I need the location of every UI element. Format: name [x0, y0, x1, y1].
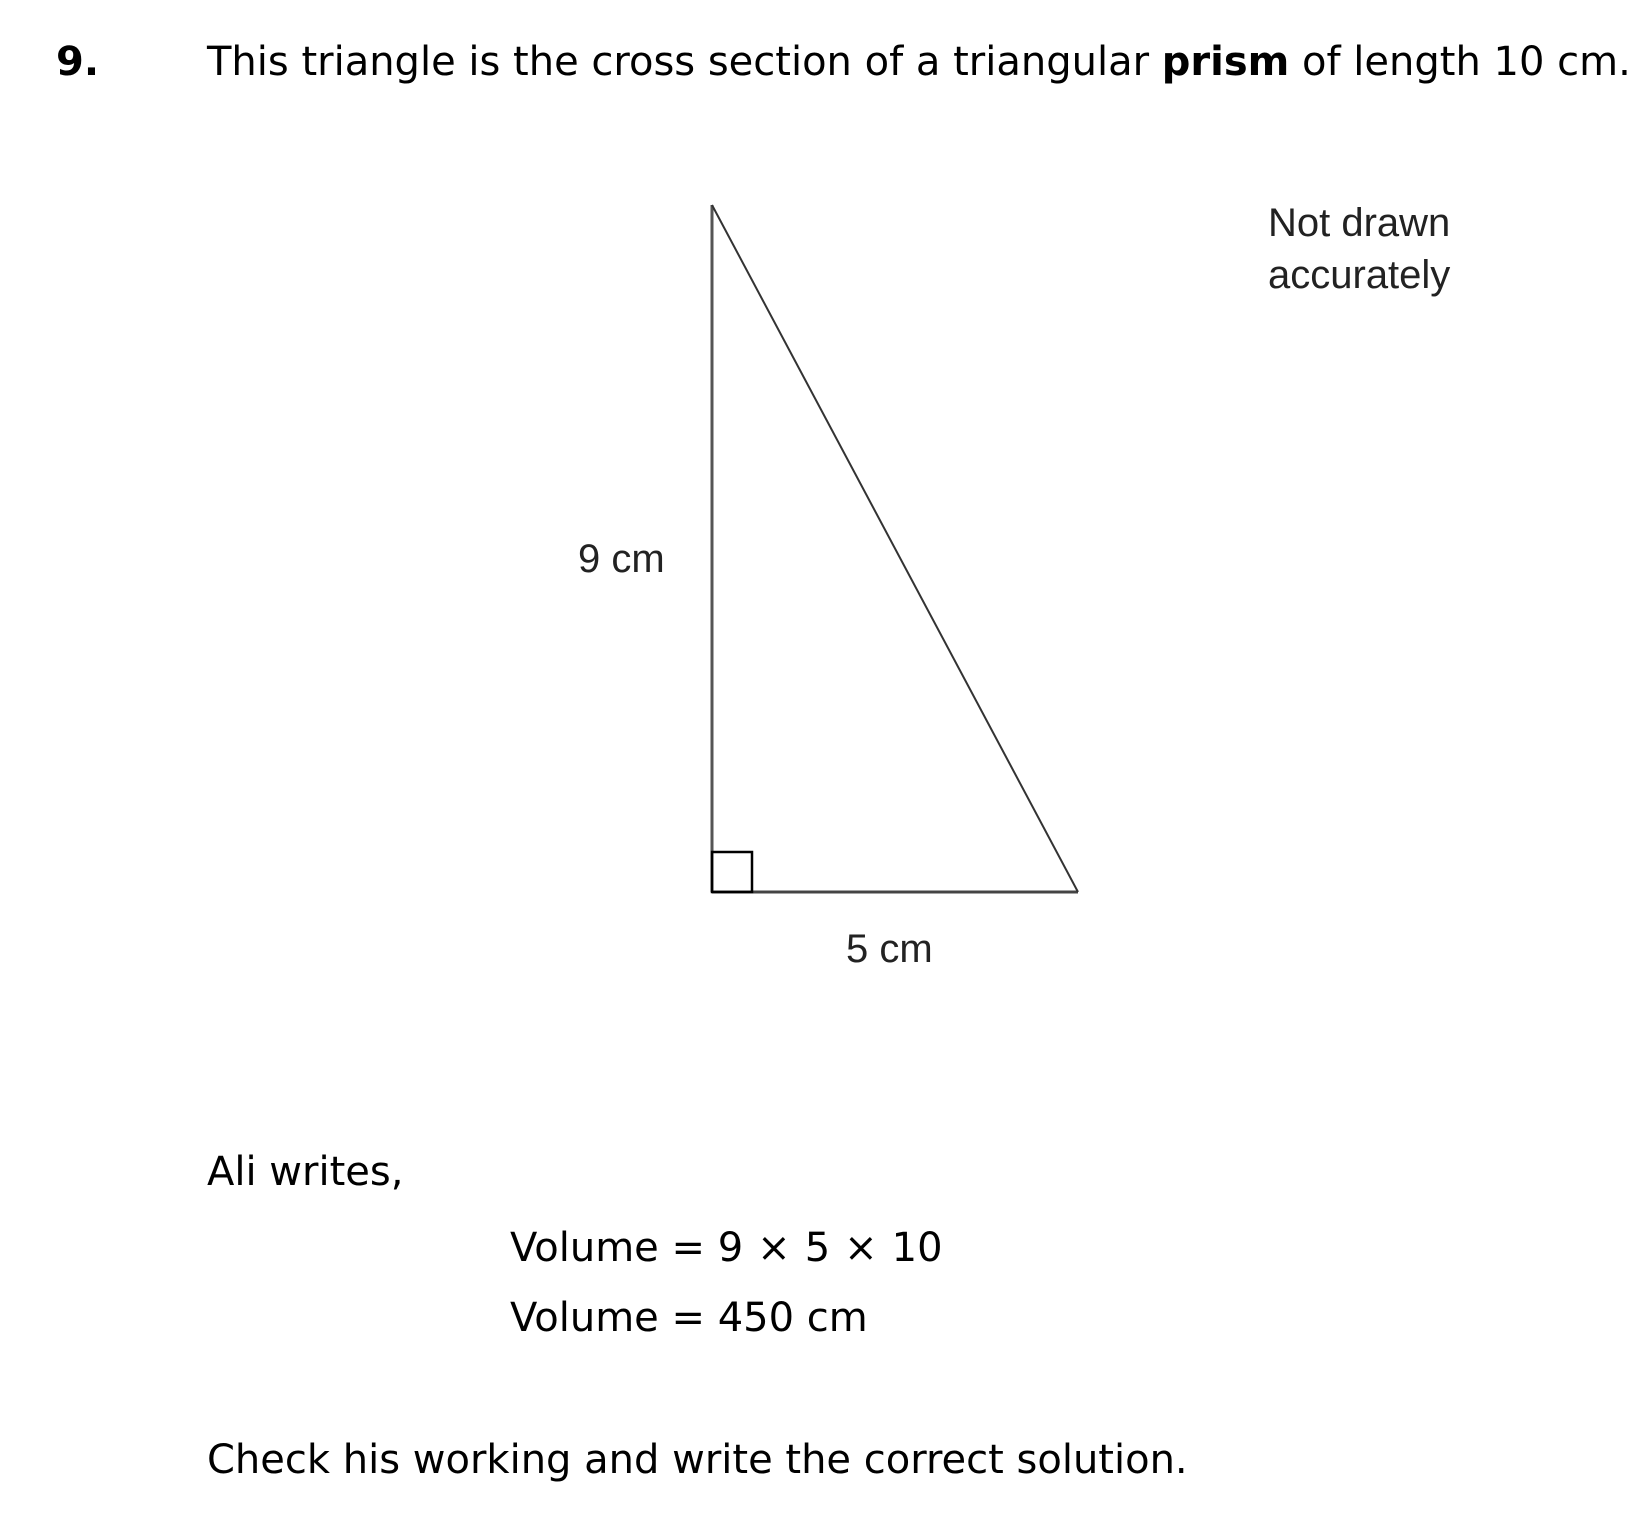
multiply-sign: ×	[844, 1225, 878, 1271]
instruction-text: Check his working and write the correct solution.	[207, 1437, 1188, 1483]
right-angle-marker	[712, 852, 752, 892]
base-label: 5 cm	[846, 927, 933, 971]
question-text-start: This triangle is the cross section of a triangular	[207, 39, 1162, 85]
ali-writes-text: Ali writes,	[207, 1149, 404, 1195]
working-line-1-mid: 5	[804, 1225, 831, 1271]
working-line-2: Volume = 450 cm	[510, 1295, 868, 1341]
working-line-1-rhs: 10	[891, 1225, 943, 1271]
not-drawn-note-line1: Not drawn	[1268, 201, 1451, 245]
working-line-1-lhs: Volume = 9	[510, 1225, 744, 1271]
question-number: 9.	[56, 39, 100, 85]
triangle-hypotenuse	[712, 205, 1078, 892]
height-label: 9 cm	[578, 537, 665, 581]
question-text-end: of length 10 cm.	[1289, 39, 1631, 85]
question-bold-word: prism	[1161, 39, 1290, 85]
working-line-1	[510, 1225, 943, 1271]
multiply-sign: ×	[757, 1225, 791, 1271]
not-drawn-note-line2: accurately	[1268, 253, 1451, 297]
